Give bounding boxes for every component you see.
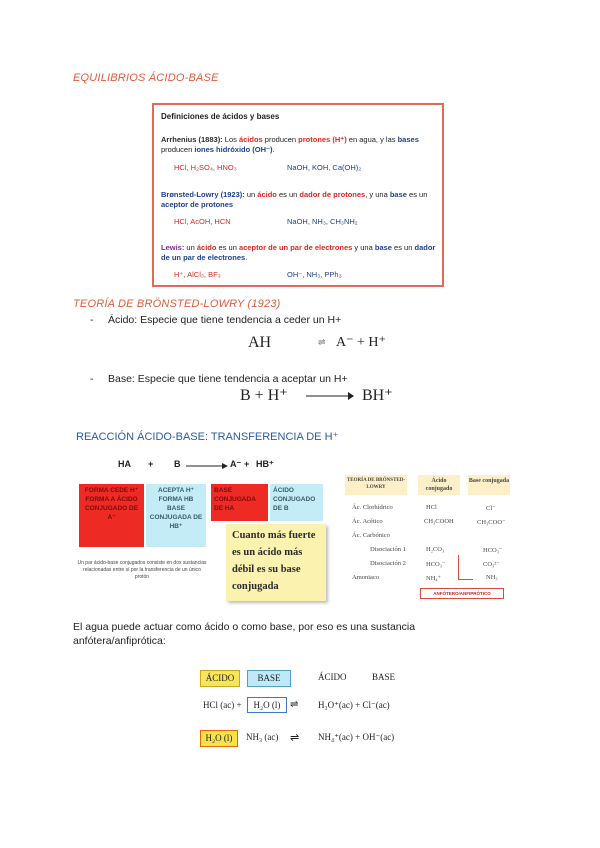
table-row-label: Disociación 2 bbox=[370, 560, 406, 567]
arrhenius-base-examples: NaOH, KOH, Ca(OH)₂ bbox=[287, 163, 362, 172]
text: base bbox=[389, 190, 407, 199]
text: es un bbox=[276, 190, 300, 199]
table-header-theory: TEORÍA DE BRÖNSTED-LOWRY bbox=[345, 475, 407, 495]
eq-acid-arrow: ⇌ bbox=[318, 337, 326, 347]
table-row-label: Ác. Carbónico bbox=[352, 532, 390, 539]
text: Los bbox=[222, 135, 239, 144]
conjugate-pair-footnote: Un par ácido-base conjugados consiste en dos sustancias relacionadas entre sí por la transferencia de un único protón bbox=[77, 560, 207, 580]
reaction-ha: HA bbox=[118, 459, 131, 469]
callout-acid-conjugate: FORMA CEDE H⁺ FORMA A ÁCIDO CONJUGADO DE A⁻ bbox=[79, 484, 144, 547]
callout-acid-of-b: ÁCIDO CONJUGADO DE B bbox=[270, 484, 323, 521]
eq-base-left: B + H⁺ bbox=[240, 387, 288, 404]
eq2-ammonia: NH₃ (ac) bbox=[246, 732, 279, 742]
eq1-hcl: HCl (ac) + bbox=[203, 700, 242, 710]
eq1-arrow: ⇌ bbox=[290, 699, 299, 710]
eq-base-right: BH⁺ bbox=[362, 387, 393, 404]
reaction-hb: HB⁺ bbox=[256, 459, 274, 469]
arrhenius-acid-examples: HCl, H₂SO₄, HNO₃ bbox=[174, 163, 237, 172]
reaction-plus2: + bbox=[244, 459, 250, 469]
bullet-dash: - bbox=[90, 373, 94, 385]
eq2-arrow: ⇌ bbox=[290, 732, 300, 744]
text: en agua, y las bbox=[346, 135, 398, 144]
definitions-box bbox=[152, 103, 444, 287]
text: ácido bbox=[196, 243, 217, 252]
arrhenius-name: Arrhenius (1883): bbox=[161, 135, 223, 144]
eq-base-arrow bbox=[306, 389, 354, 403]
text: es un bbox=[406, 190, 428, 199]
table-cell: Cl⁻ bbox=[486, 505, 496, 512]
lewis-acid-examples: H⁺, AlCl₃, BF₃ bbox=[174, 270, 221, 279]
amphoteric-bracket bbox=[458, 555, 473, 580]
text: . bbox=[272, 145, 275, 154]
text: base bbox=[374, 243, 392, 252]
header-bronsted: TEORÍA DE BRÖNSTED-LOWRY (1923) bbox=[73, 298, 281, 310]
table-cell: H₂CO₃ bbox=[426, 546, 445, 553]
text: , y una bbox=[365, 190, 390, 199]
col-acid: ÁCIDO bbox=[318, 672, 347, 682]
col-base: BASE bbox=[372, 672, 396, 682]
table-cell: NH₄⁺ bbox=[426, 575, 442, 582]
water-paragraph: El agua puede actuar como ácido o como base, por eso es una sustancia anfótera/anfiprótica: bbox=[73, 621, 416, 647]
table-row-label: Ác. Acético bbox=[352, 518, 383, 525]
table-header-base: Base conjugada bbox=[468, 475, 510, 495]
bronsted-definition bbox=[161, 190, 436, 210]
eq-acid-left: AH bbox=[248, 334, 272, 351]
table-cell: CO₃²⁻ bbox=[483, 561, 500, 568]
table-cell: HCl bbox=[426, 504, 437, 511]
amphoteric-label: ANFÓTERO/ANFIPRÓTICO bbox=[420, 588, 504, 599]
text: dador de un par de electrones bbox=[161, 243, 436, 262]
bullet-acid: Ácido: Especie que tiene tendencia a ceder un H+ bbox=[108, 314, 342, 326]
reaction-arrow bbox=[186, 461, 228, 471]
table-row-label: Disociación 1 bbox=[370, 546, 406, 553]
section-reaction-title: REACCIÓN ÁCIDO-BASE: TRANSFERENCIA DE H⁺ bbox=[76, 431, 339, 443]
reaction-b: B bbox=[174, 459, 181, 469]
text: es un bbox=[391, 243, 415, 252]
eq-acid-right: A⁻ + H⁺ bbox=[336, 335, 386, 350]
text: iones hidróxido (OH⁻) bbox=[194, 145, 273, 154]
bullet-base: Base: Especie que tiene tendencia a aceptar un H+ bbox=[108, 373, 348, 385]
eq2-products: NH₄⁺(ac) + OH⁻(ac) bbox=[318, 732, 395, 742]
lewis-base-examples: OH⁻, NH₃, PPh₃ bbox=[287, 270, 342, 279]
eq1-products: H₃O⁺(ac) + Cl⁻(ac) bbox=[318, 700, 390, 710]
eq2-water: H₂O (l) bbox=[200, 730, 238, 747]
arrhenius-definition bbox=[161, 135, 436, 155]
lewis-name: Lewis: bbox=[161, 243, 185, 252]
strength-note: Cuanto más fuerte es un ácido más débil es su base conjugada bbox=[226, 524, 326, 601]
eq1-water: H₂O (l) bbox=[247, 697, 287, 713]
text: protones (H⁺) bbox=[298, 135, 347, 144]
bronsted-base-examples: NaOH, NH₃, CH₃NH₂ bbox=[287, 217, 358, 226]
table-row-label: Ác. Clorhídrico bbox=[352, 504, 393, 511]
table-cell: NH₃ bbox=[486, 574, 498, 581]
text: dador de protones bbox=[299, 190, 366, 199]
table-cell: CH₃COO⁻ bbox=[477, 519, 506, 526]
callout-base-of-ha: BASE CONJUGADA DE HA bbox=[211, 484, 268, 521]
text: producen bbox=[262, 135, 299, 144]
text: un bbox=[244, 190, 258, 199]
text: ácido bbox=[257, 190, 277, 199]
text: es un bbox=[216, 243, 239, 252]
tag-acid: ÁCIDO bbox=[200, 670, 240, 687]
bronsted-name: Brønsted-Lowry (1923): bbox=[161, 190, 245, 199]
text: producen bbox=[161, 145, 195, 154]
text: ácidos bbox=[238, 135, 263, 144]
text: aceptor de un par de electrones bbox=[238, 243, 353, 252]
header-equilibrios: EQUILIBRIOS ÁCIDO-BASE bbox=[73, 72, 219, 84]
bronsted-acid-examples: HCl, AcOH, HCN bbox=[174, 217, 231, 226]
text: aceptor de protones bbox=[161, 200, 234, 209]
table-cell: CH₃COOH bbox=[424, 518, 454, 525]
text: y una bbox=[352, 243, 375, 252]
table-cell: HCO₃⁻ bbox=[483, 547, 503, 554]
tag-base: BASE bbox=[247, 670, 291, 687]
table-cell: HCO₃⁻ bbox=[426, 561, 446, 568]
text: un bbox=[184, 243, 197, 252]
table-header-acid: Ácido conjugado bbox=[418, 475, 460, 495]
text: . bbox=[245, 253, 248, 262]
definitions-title: Definiciones de ácidos y bases bbox=[161, 112, 280, 121]
text: bases bbox=[397, 135, 419, 144]
table-row-label: Amoniaco bbox=[352, 574, 380, 581]
reaction-plus1: + bbox=[148, 459, 154, 469]
callout-base-conjugate: ACEPTA H⁺ FORMA HB BASE CONJUGADA DE HB⁺ bbox=[146, 484, 206, 547]
lewis-definition bbox=[161, 243, 439, 263]
bullet-dash: - bbox=[90, 314, 94, 326]
reaction-a: A⁻ bbox=[230, 459, 242, 469]
